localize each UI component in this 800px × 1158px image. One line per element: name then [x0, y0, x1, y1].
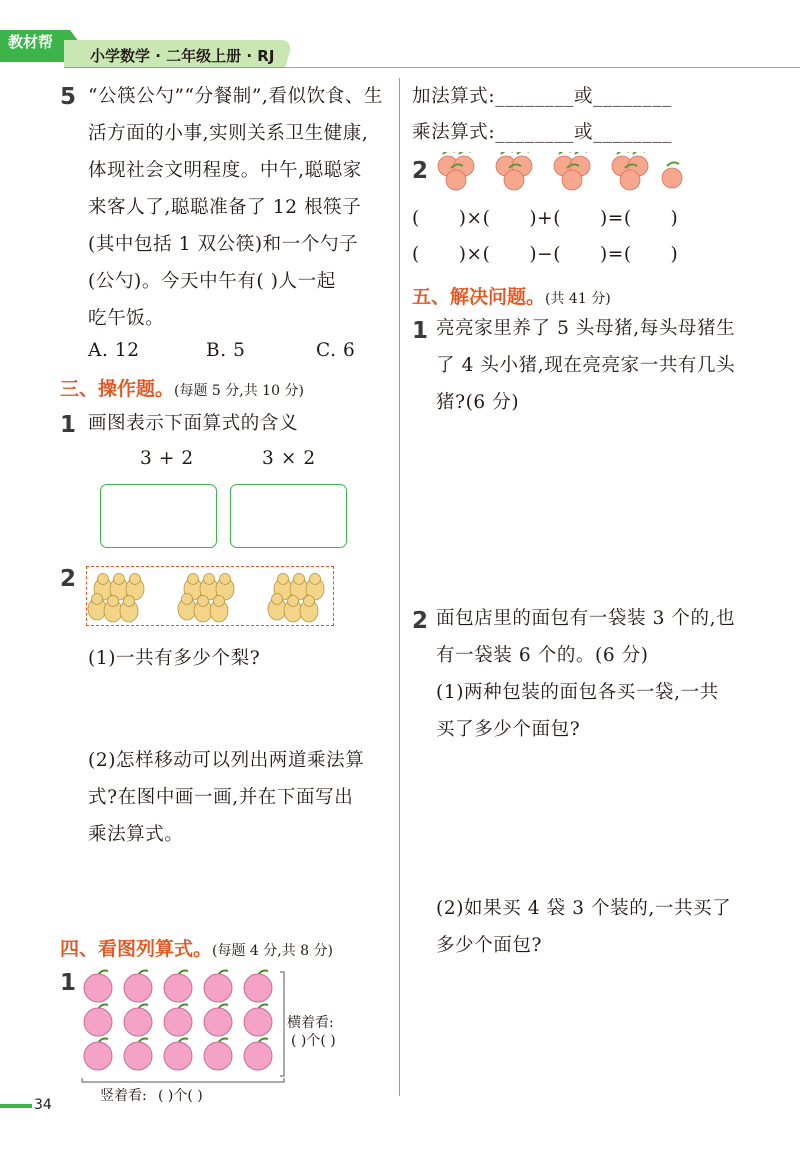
horizontal-bracket	[82, 1078, 284, 1082]
multiplication-line[interactable]: 乘法算式:________或________	[412, 122, 672, 143]
addition-line[interactable]: 加法算式:________或________	[412, 86, 672, 107]
apple-icon	[164, 1039, 192, 1071]
apple-icon	[204, 1039, 232, 1071]
section-title: 三、操作题。	[60, 378, 175, 400]
question-number: 2	[412, 158, 429, 184]
section-4-heading	[60, 934, 333, 961]
pear-picture[interactable]	[86, 566, 334, 626]
footer-bar	[0, 1104, 32, 1108]
section-note: (共 41 分)	[545, 291, 611, 307]
drawing-box-1[interactable]	[100, 484, 217, 548]
pear-group	[87, 567, 333, 625]
text-line: 吃午饭。	[88, 308, 165, 329]
sub-question-1	[436, 674, 766, 748]
apple-icon	[204, 971, 232, 1003]
text-line: 了 4 头小猪,现在亮亮家一共有几头	[436, 355, 736, 376]
question-5-text	[88, 78, 398, 337]
question-number: 2	[412, 608, 429, 634]
text-line: 乘法算式。	[88, 824, 184, 845]
apple-icon	[244, 1039, 272, 1071]
pear-cluster	[268, 574, 324, 623]
apple-icon	[124, 1039, 152, 1071]
apple-icon	[124, 971, 152, 1003]
apple-icon	[164, 971, 192, 1003]
question-text: 画图表示下面算式的含义	[88, 413, 299, 434]
apple-icon	[244, 971, 272, 1003]
page-number: 34	[34, 1097, 52, 1113]
text-line: 猪?(6 分)	[436, 392, 520, 413]
text-line: 活方面的小事,实则关系卫生健康,	[88, 123, 369, 144]
vertical-blank[interactable]: ( )个( )	[158, 1088, 203, 1104]
peach-icon	[662, 162, 682, 188]
brand-label: 教材帮	[8, 33, 54, 51]
question-number: 1	[60, 970, 77, 996]
text-line: (其中包括 1 双公筷)和一个勺子	[88, 234, 359, 255]
question-number: 2	[60, 566, 77, 592]
apple-icon	[244, 1005, 272, 1037]
sub-question-1: (1)一共有多少个梨?	[88, 648, 261, 669]
expression-2: 3 × 2	[262, 448, 316, 469]
horizontal-blank[interactable]: ( )个( )	[291, 1033, 336, 1049]
text-line: (1)两种包装的面包各买一袋,一共	[436, 682, 719, 703]
text-line: 买了多少个面包?	[436, 719, 581, 740]
text-line: 来客人了,聪聪准备了 12 根筷子	[88, 197, 362, 218]
text-line: 亮亮家里养了 5 头母猪,每头母猪生	[436, 318, 736, 339]
vertical-label: 竖着看:	[100, 1088, 147, 1104]
equation-blank-2[interactable]: ( )×( )−( )=( )	[412, 244, 679, 265]
apple-icon	[84, 1005, 112, 1037]
option-b[interactable]: B. 5	[206, 340, 246, 361]
text-line: (2)怎样移动可以列出两道乘法算	[88, 750, 365, 771]
text-line: (公勺)。今天中午有( )人一起	[88, 271, 336, 292]
text-line: 有一袋装 6 个的。(6 分)	[436, 645, 649, 666]
section-title: 四、看图列算式。	[60, 938, 213, 960]
sub-question-2	[436, 890, 766, 964]
section-5-heading	[412, 282, 611, 309]
text-line: 面包店里的面包有一袋装 3 个的,也	[436, 608, 736, 629]
expression-1: 3 + 2	[140, 448, 194, 469]
option-a[interactable]: A. 12	[88, 340, 140, 361]
text-line: “公筷公勺”“分餐制”,看似饮食、生	[88, 86, 384, 107]
column-divider	[399, 78, 400, 1096]
question-number: 1	[60, 412, 77, 438]
question-number: 1	[412, 318, 429, 344]
apple-icon	[124, 1005, 152, 1037]
question-text	[436, 600, 766, 674]
apple-grid	[80, 966, 290, 1086]
peach-picture	[436, 152, 696, 194]
apple-icon	[84, 1039, 112, 1071]
apple-icon	[204, 1005, 232, 1037]
text-line: 式?在图中画一画,并在下面写出	[88, 787, 354, 808]
question-number: 5	[60, 84, 77, 110]
apple-icon	[164, 1005, 192, 1037]
section-note: (每题 4 分,共 8 分)	[212, 943, 334, 959]
question-text	[436, 310, 766, 421]
section-note: (每题 5 分,共 10 分)	[174, 383, 304, 399]
sub-question-2	[88, 742, 398, 853]
horizontal-label: 横着看:	[287, 1015, 334, 1031]
equation-blank-1[interactable]: ( )×( )+( )=( )	[412, 208, 679, 229]
vertical-bracket	[280, 972, 284, 1076]
pear-cluster	[178, 574, 234, 623]
pear-cluster	[88, 574, 144, 623]
text-line: 体现社会文明程度。中午,聪聪家	[88, 160, 362, 181]
apple-icon	[84, 971, 112, 1003]
section-title: 五、解决问题。	[412, 286, 546, 308]
text-line: (2)如果买 4 袋 3 个装的,一共买了	[436, 898, 732, 919]
drawing-box-2[interactable]	[230, 484, 347, 548]
option-c[interactable]: C. 6	[316, 340, 356, 361]
text-line: 多少个面包?	[436, 935, 543, 956]
page-header-title: 小学数学 · 二年级上册 · RJ	[90, 47, 275, 65]
section-3-heading	[60, 374, 304, 401]
